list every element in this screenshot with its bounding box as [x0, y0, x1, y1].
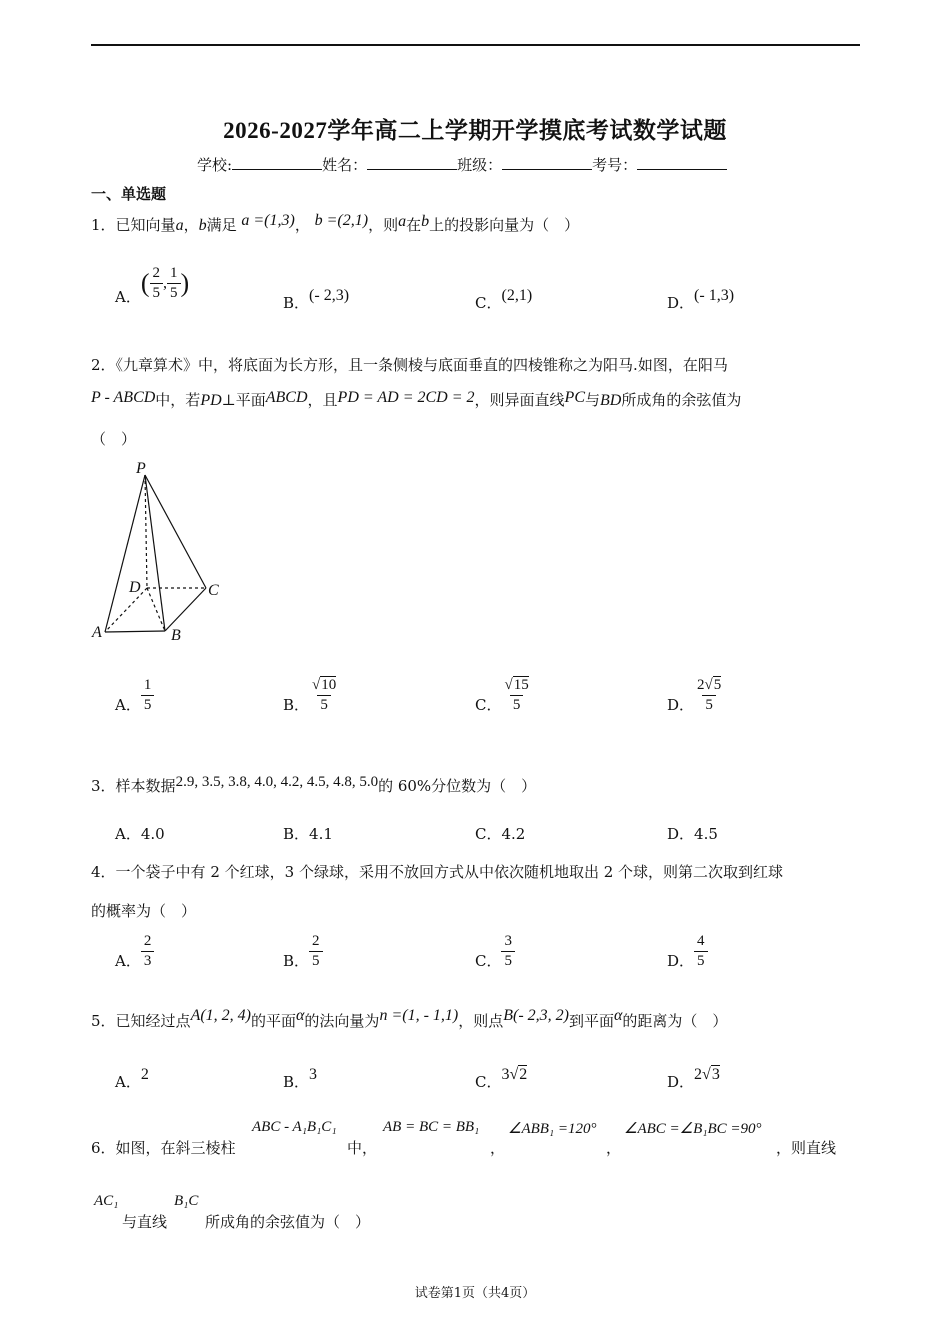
q1-option-b-value: (- 2,3)	[309, 287, 350, 304]
q2-text-2: 中，若	[155, 391, 201, 409]
q4-option-b[interactable]	[283, 932, 323, 971]
edge-pb	[145, 475, 165, 631]
q6-text-1: 如图，在斜三棱柱	[115, 1139, 236, 1157]
q2-d-coef: 2	[697, 677, 705, 693]
q1-option-c-value: (2,1)	[501, 287, 533, 304]
name-label: 姓名：	[322, 156, 368, 174]
q2-c-den: 5	[510, 695, 524, 715]
class-blank[interactable]	[502, 155, 592, 170]
q6-comma-2: ，	[606, 1139, 622, 1157]
pyramid-figure	[85, 455, 245, 650]
q2-perp: ⊥平面	[221, 391, 266, 409]
label-p: P	[136, 460, 146, 477]
q4-option-d-label: D．	[667, 951, 695, 970]
q6-line1-text	[91, 1137, 236, 1158]
q3-option-c[interactable]: C．4.2	[475, 825, 526, 843]
question-4-line-2: 的概率为（ ）	[91, 902, 197, 920]
q6-eq-1: AB = BC = BB₁	[383, 1119, 480, 1135]
q5-point-b: B(- 2,3, 2)	[503, 1007, 569, 1024]
q3-data: 2.9, 3.5, 3.8, 4.0, 4.2, 4.5, 4.8, 5.0	[175, 774, 379, 790]
q2-option-b-label: B．	[283, 695, 310, 714]
q4-option-a-label: A．	[115, 951, 141, 970]
q1-a-den2: 5	[167, 283, 181, 303]
question-3	[91, 775, 536, 796]
q5-option-d[interactable]: D．2√3	[667, 1066, 720, 1091]
q1-text-5: 上的投影向量为（ ）	[429, 216, 580, 234]
q4-option-b-label: B．	[283, 951, 310, 970]
q5-number: 5．	[91, 1012, 116, 1030]
q1-option-b-label: B．	[283, 294, 310, 312]
q1-a-num1: 2	[152, 265, 161, 281]
q2-paren: （ ）	[91, 430, 137, 448]
q5-option-b-label: B．	[283, 1073, 310, 1091]
q5-option-a-value: 2	[140, 1066, 149, 1083]
q6-text-5: 所成角的余弦值为（ ）	[205, 1213, 371, 1231]
q4-number: 4．	[91, 863, 116, 881]
question-4-line-1	[91, 861, 783, 882]
q4-b-num: 2	[312, 933, 320, 949]
q5-d-coef: 2	[694, 1066, 703, 1083]
header-rule	[91, 44, 860, 46]
q1-eq-a: a =(1,3)	[241, 212, 295, 229]
q2-pd: PD	[200, 392, 222, 409]
q4-option-c-label: C．	[475, 951, 502, 970]
q2-d-den: 5	[702, 695, 716, 715]
student-info-line	[197, 154, 727, 175]
q1-vector-a: a	[175, 217, 184, 234]
q5-c-radicand: 2	[519, 1066, 528, 1083]
q6-comma-1: ，	[490, 1139, 506, 1157]
q1-vector-a-2: a	[398, 213, 407, 230]
q1-eq-b: b =(2,1)	[314, 212, 369, 229]
q5-option-b[interactable]	[283, 1063, 318, 1091]
q4-c-den: 5	[501, 951, 515, 971]
q2-abcd: ABCD	[265, 389, 308, 406]
q2-b-den: 5	[317, 695, 331, 715]
q1-a-num2: 1	[170, 265, 178, 281]
q4-b-den: 5	[309, 951, 323, 971]
edge-pa	[105, 475, 145, 632]
q2-text-5: 与	[585, 391, 601, 409]
q4-a-den: 3	[141, 951, 155, 971]
q1-option-d[interactable]	[667, 284, 735, 312]
q1-option-a[interactable]: A．( $\frac{2}{5}$ , $\frac{1}{5}$ )	[115, 265, 190, 306]
edge-bc	[165, 588, 206, 631]
q3-text-2: 的 60%分位数为（ ）	[378, 777, 537, 795]
q5-alpha-2: α	[614, 1007, 623, 1024]
q4-d-num: 4	[697, 933, 705, 949]
q5-option-a[interactable]	[115, 1063, 149, 1091]
q1-a-den1: 5	[150, 283, 164, 303]
q4-text-1: 一个袋子中有 2 个红球，3 个绿球，采用不放回方式从中依次随机地取出 2 个球，则第二次取到红球	[115, 863, 784, 881]
q5-text-6: 的距离为（ ）	[622, 1012, 728, 1030]
q6-number: 6．	[91, 1139, 116, 1157]
q3-number: 3．	[91, 777, 116, 795]
q1-vector-b: b	[198, 217, 207, 234]
q5-alpha: α	[296, 1007, 305, 1024]
section-heading: 一、单选题	[91, 185, 167, 203]
q6-eq-3: ∠ABC =∠B₁BC =90°	[624, 1121, 762, 1137]
number-label: 考号：	[592, 156, 638, 174]
q2-pyramid: P - ABCD	[91, 389, 156, 406]
edge-pc	[145, 475, 206, 588]
q6-text-4: 与直线	[122, 1213, 168, 1231]
q2-bd: BD	[600, 392, 622, 409]
class-label: 班级：	[457, 156, 503, 174]
q3-option-a[interactable]: A．4.0	[115, 825, 165, 843]
page-footer: 试卷第1页（共4页）	[414, 1286, 536, 1301]
q2-text-3: ，且	[307, 391, 338, 409]
q2-option-c-label: C．	[475, 695, 502, 714]
q2-pc: PC	[564, 389, 585, 406]
q4-d-den: 5	[694, 951, 708, 971]
label-b: B	[171, 627, 181, 644]
q2-equation: PD = AD = 2CD = 2	[337, 389, 475, 406]
q5-d-radicand: 3	[711, 1066, 720, 1083]
q1-option-b[interactable]	[283, 284, 350, 312]
q3-option-b[interactable]: B．4.1	[283, 825, 333, 843]
q5-option-a-label: A．	[115, 1073, 141, 1091]
q2-a-num: 1	[143, 677, 152, 693]
q2-c-radicand: 15	[513, 677, 529, 693]
q1-text-2: 满足	[206, 216, 237, 234]
q1-option-a-label: A．	[115, 287, 141, 306]
q6-b1c: B₁C	[174, 1193, 199, 1209]
name-blank[interactable]	[367, 155, 457, 170]
q5-c-coef: 3	[501, 1066, 510, 1083]
q2-a-den: 5	[141, 695, 155, 715]
q3-option-d[interactable]: D．4.5	[667, 825, 718, 843]
q1-option-d-value: (- 1,3)	[694, 287, 735, 304]
q4-option-c[interactable]	[475, 932, 515, 971]
q2-text-1: 《九章算术》中，将底面为长方形，且一条侧棱与底面垂直的四棱锥称之为阳马.如图，在阳马	[115, 356, 728, 374]
q2-option-b[interactable]: B． $\frac{√10}{5}$	[283, 677, 337, 714]
q2-text-6: 所成角的余弦值为	[621, 391, 742, 409]
q5-text-2: 的平面	[251, 1012, 297, 1030]
label-c: C	[208, 582, 219, 599]
q1-sep: ，	[183, 216, 199, 234]
q5-option-c[interactable]: C．3√2	[475, 1066, 528, 1091]
q5-option-d-label: D．	[667, 1073, 695, 1091]
q5-text-3: 的法向量为	[304, 1012, 380, 1030]
q6-text-2: 中，	[347, 1139, 378, 1157]
number-blank[interactable]	[637, 155, 727, 170]
q2-text-4: ，则异面直线	[474, 391, 565, 409]
q2-option-a[interactable]	[115, 676, 154, 715]
q5-option-b-value: 3	[309, 1066, 318, 1083]
q2-b-radicand: 10	[321, 677, 337, 693]
q4-option-a[interactable]	[115, 932, 154, 971]
question-2-line-1	[91, 354, 728, 375]
q2-d-radicand: 5	[713, 677, 722, 693]
q3-text-1: 样本数据	[115, 777, 176, 795]
q2-option-d[interactable]: D． $\frac{2√5}{5}$	[667, 677, 722, 714]
q6-ac1: AC₁	[94, 1193, 119, 1209]
edge-ab	[105, 631, 165, 632]
q1-option-d-label: D．	[667, 294, 695, 312]
q5-text-5: 到平面	[569, 1012, 615, 1030]
q2-option-a-label: A．	[115, 695, 141, 714]
question-5	[91, 1007, 728, 1031]
q1-option-c[interactable]	[475, 284, 533, 312]
q2-option-d-label: D．	[667, 695, 695, 714]
edge-da	[105, 588, 147, 632]
q1-text: 已知向量	[115, 216, 176, 234]
q1-option-c-label: C．	[475, 294, 502, 312]
question-2-line-2	[91, 389, 741, 410]
label-a: A	[92, 624, 102, 641]
q6-eq-2: ∠ABB₁ =120°	[508, 1121, 597, 1137]
q1-number: 1．	[91, 216, 116, 234]
q4-a-num: 2	[143, 933, 152, 949]
page-title: 2026-2027学年高二上学期开学摸底考试数学试题	[223, 118, 727, 143]
q5-option-c-label: C．	[475, 1073, 502, 1091]
q6-prism: ABC - A₁B₁C₁	[252, 1119, 337, 1135]
label-d: D	[129, 579, 141, 596]
q5-normal-vector: n =(1, - 1,1)	[379, 1007, 459, 1024]
question-1: 1．已知向量a，b满足 a =(1,3)， b =(2,1)，则a在b上的投影向量为（ ）	[91, 212, 580, 234]
school-blank[interactable]	[232, 155, 322, 170]
q4-c-num: 3	[504, 933, 512, 949]
q2-number: 2．	[91, 356, 116, 374]
q5-text-1: 已知经过点	[115, 1012, 191, 1030]
q1-text-3: ，则	[368, 216, 399, 234]
q5-point-a: A(1, 2, 4)	[190, 1007, 251, 1024]
school-label: 学校:	[197, 156, 233, 174]
q4-option-d[interactable]	[667, 932, 708, 971]
q6-text-3: ，则直线	[776, 1139, 837, 1157]
q1-vector-b-2: b	[421, 213, 430, 230]
q2-option-c[interactable]: C． $\frac{√15}{5}$	[475, 677, 529, 714]
q1-text-4: 在	[406, 216, 422, 234]
q5-text-4: ，则点	[458, 1012, 504, 1030]
